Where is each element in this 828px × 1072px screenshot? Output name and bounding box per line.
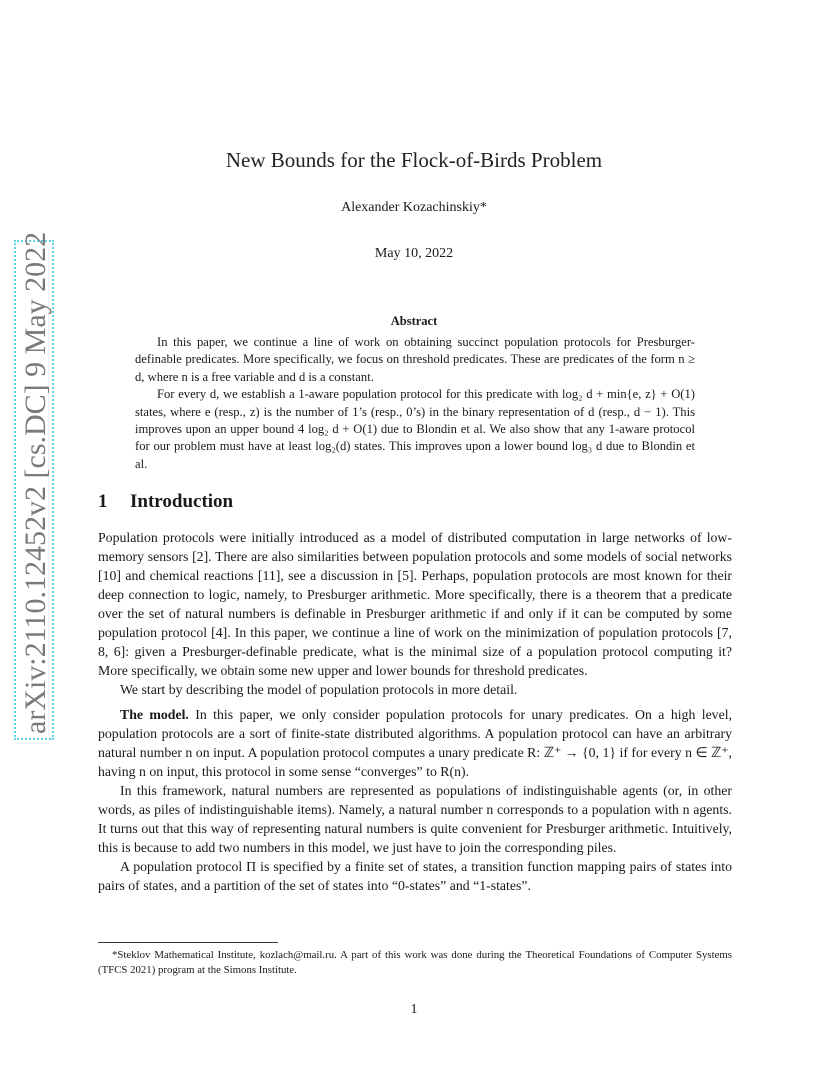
section-heading [98, 491, 233, 513]
page-number: 1 [410, 1002, 418, 1017]
body-paragraph: Population protocols were initially introduced as a model of distributed computation in large networks of low-memory sensors [2]. There are also similarities between population protocols and some models of social networks [10] and chemical reactions [11], see a discussion in [5]. Perhaps, population protocols are most known for their deep connection to logic, namely, to Presburger arithmetic. More specifically, there is a theorem that a predicate over the set of natural numbers is definable in Presburger arithmetic if and only if it can be computed by some population protocol [4]. In this paper, we continue a line of work on the minimization of population protocols [7, 8, 6]: given a Presburger-definable predicate, what is the minimal size of a population protocol computing it? More specifically, we obtain some new upper and lower bounds for threshold predicates. [98, 530, 732, 678]
paper-date: May 10, 2022 [374, 246, 454, 261]
section-number: 1 [98, 491, 108, 512]
abstract-paragraph: In this paper, we continue a line of work on obtaining succinct population protocols for Presburger-definable predicates. More specifically, we focus on threshold predicates. These are predicates of the form n ≥ d, where n is a free variable and d is a constant. [135, 335, 695, 384]
body-paragraph: We start by describing the model of population protocols in more detail. [120, 682, 518, 697]
abstract-heading: Abstract [390, 314, 438, 328]
body-paragraph-model [98, 705, 732, 781]
footnote: *Steklov Mathematical Institute, kozlach@mail.ru. A part of this work was done during the Theoretical Foundations of Computer Systems (TFCS 2021) program at the Simons Institute. [98, 949, 732, 976]
body-paragraph: In this framework, natural numbers are represented as populations of indistinguishable agents (or, in other words, as piles of indistinguishable items). Namely, a natural number n corresponds to a population with n agents. It turns out that this way of representing natural numbers is quite convenient for Presburger arithmetic. Intuitively, this is because to add two numbers in this model, we just have to join the corresponding piles. [98, 783, 732, 855]
runin-heading: The model. [120, 707, 189, 722]
footnote-rule [98, 942, 278, 943]
body-paragraph: A population protocol Π is specified by a finite set of states, a transition function mapping pairs of states into pairs of states, and a partition of the set of states into “0-states” and “1-states”. [98, 859, 732, 893]
section-title: Introduction [130, 491, 234, 512]
abstract-paragraph: For every d, we establish a 1-aware population protocol for this predicate with log₂ d + min{e, z} + O(1) states, where e (resp., z) is the number of 1’s (resp., 0’s) in the binary representation of d (resp., d − 1). This improves upon an upper bound 4 log₂ d + O(1) due to Blondin et al. We also show that any 1-aware protocol for our problem must have at least log₂(d) states. This improves upon a lower bound log₃ d due to Blondin et al. [135, 387, 695, 471]
abstract-body [135, 334, 695, 473]
arxiv-identifier-stamp: arXiv:2110.12452v2 [cs.DC] 9 May 2022 [14, 240, 54, 740]
introduction-body [98, 528, 732, 895]
paragraph-text: In this paper, we only consider population protocols for unary predicates. On a high level, population protocols are a sort of finite-state distributed algorithms. A population protocol can have an arbitrary natural number n on input. A population protocol computes a unary predicate R: ℤ⁺ → {0, 1} if for every n ∈ ℤ⁺, having n on input, this protocol in some sense “converges” to R(n). [98, 707, 732, 779]
paper-title: New Bounds for the Flock-of-Birds Problem [225, 148, 603, 172]
author-name: Alexander Kozachinskiy* [341, 200, 487, 215]
